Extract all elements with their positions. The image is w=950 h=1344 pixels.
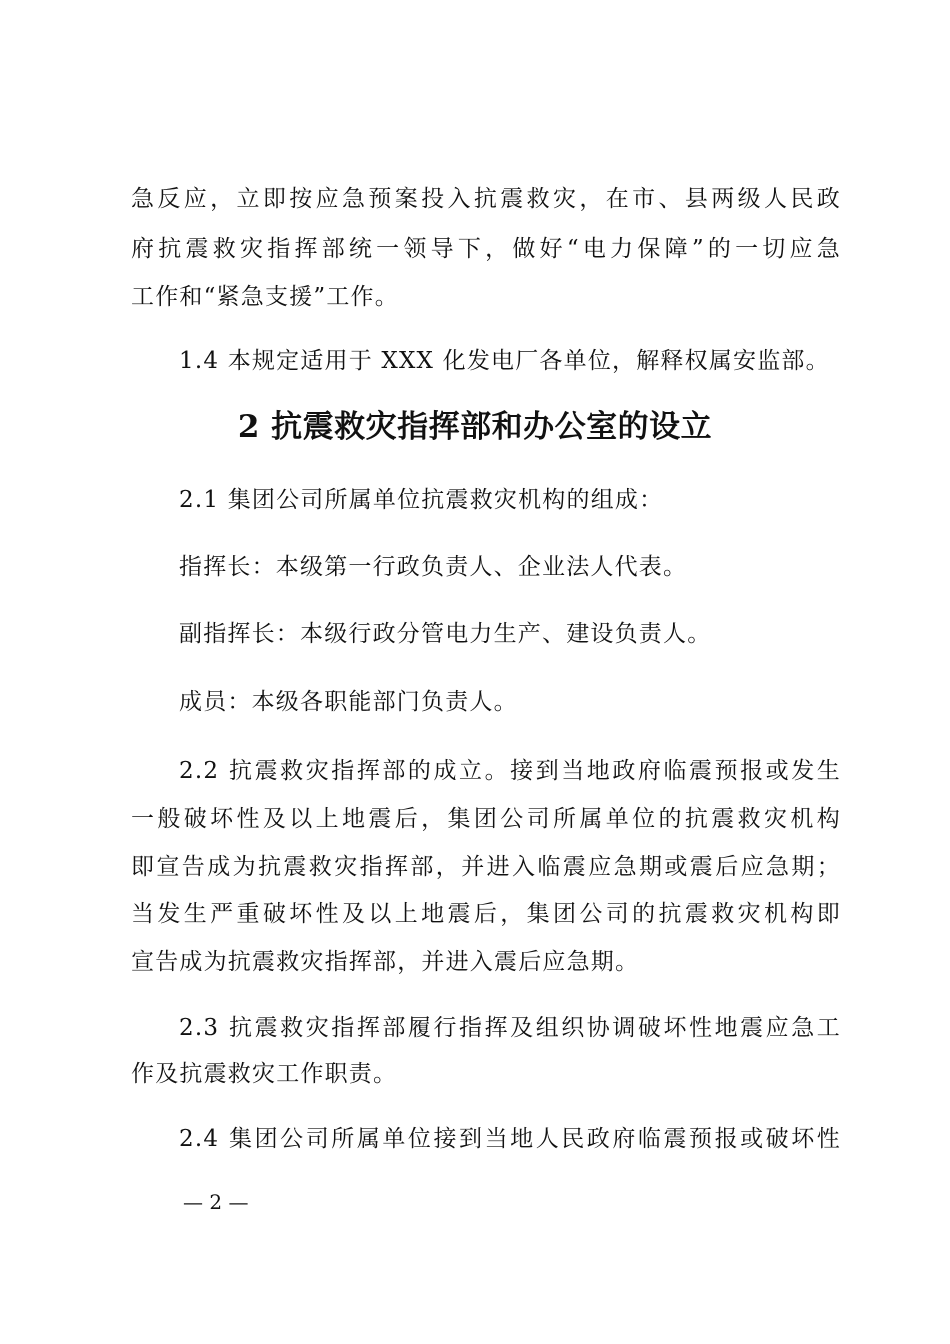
paragraph-line: 即宣告成为抗震救灾指挥部，并进入临震应急期或震后应急期； (131, 854, 841, 880)
paragraph-line: 1.4 本规定适用于 XXX 化发电厂各单位，解释权属安监部。 (179, 348, 830, 374)
paragraph-line: 作及抗震救灾工作职责。 (131, 1061, 398, 1087)
paragraph-line: 2.1 集团公司所属单位抗震救灾机构的组成： (179, 487, 664, 513)
paragraph-line: 宣告成为抗震救灾指挥部，并进入震后应急期。 (131, 949, 640, 975)
paragraph-line: 工作和“紧急支援”工作。 (131, 284, 399, 310)
paragraph-line: 指挥长：本级第一行政负责人、企业法人代表。 (179, 554, 688, 580)
paragraph-line: 府抗震救灾指挥部统一领导下，做好“电力保障”的一切应急 (131, 236, 841, 262)
paragraph-line: 副指挥长：本级行政分管电力生产、建设负责人。 (179, 621, 712, 647)
paragraph-line: 成员：本级各职能部门负责人。 (179, 689, 518, 715)
paragraph-line: 2.3 抗震救灾指挥部履行指挥及组织协调破坏性地震应急工 (179, 1015, 841, 1041)
paragraph-line: 2.4 集团公司所属单位接到当地人民政府临震预报或破坏性 (179, 1126, 841, 1152)
paragraph-line: 当发生严重破坏性及以上地震后，集团公司的抗震救灾机构即 (131, 901, 841, 927)
section-heading: 2 抗震救灾指挥部和办公室的设立 (237, 409, 713, 445)
paragraph-line: 急反应，立即按应急预案投入抗震救灾，在市、县两级人民政 (131, 186, 841, 212)
page-number: — 2 — (183, 1190, 249, 1214)
paragraph-line: 2.2 抗震救灾指挥部的成立。接到当地政府临震预报或发生 (179, 758, 841, 784)
paragraph-line: 一般破坏性及以上地震后，集团公司所属单位的抗震救灾机构 (131, 806, 841, 832)
